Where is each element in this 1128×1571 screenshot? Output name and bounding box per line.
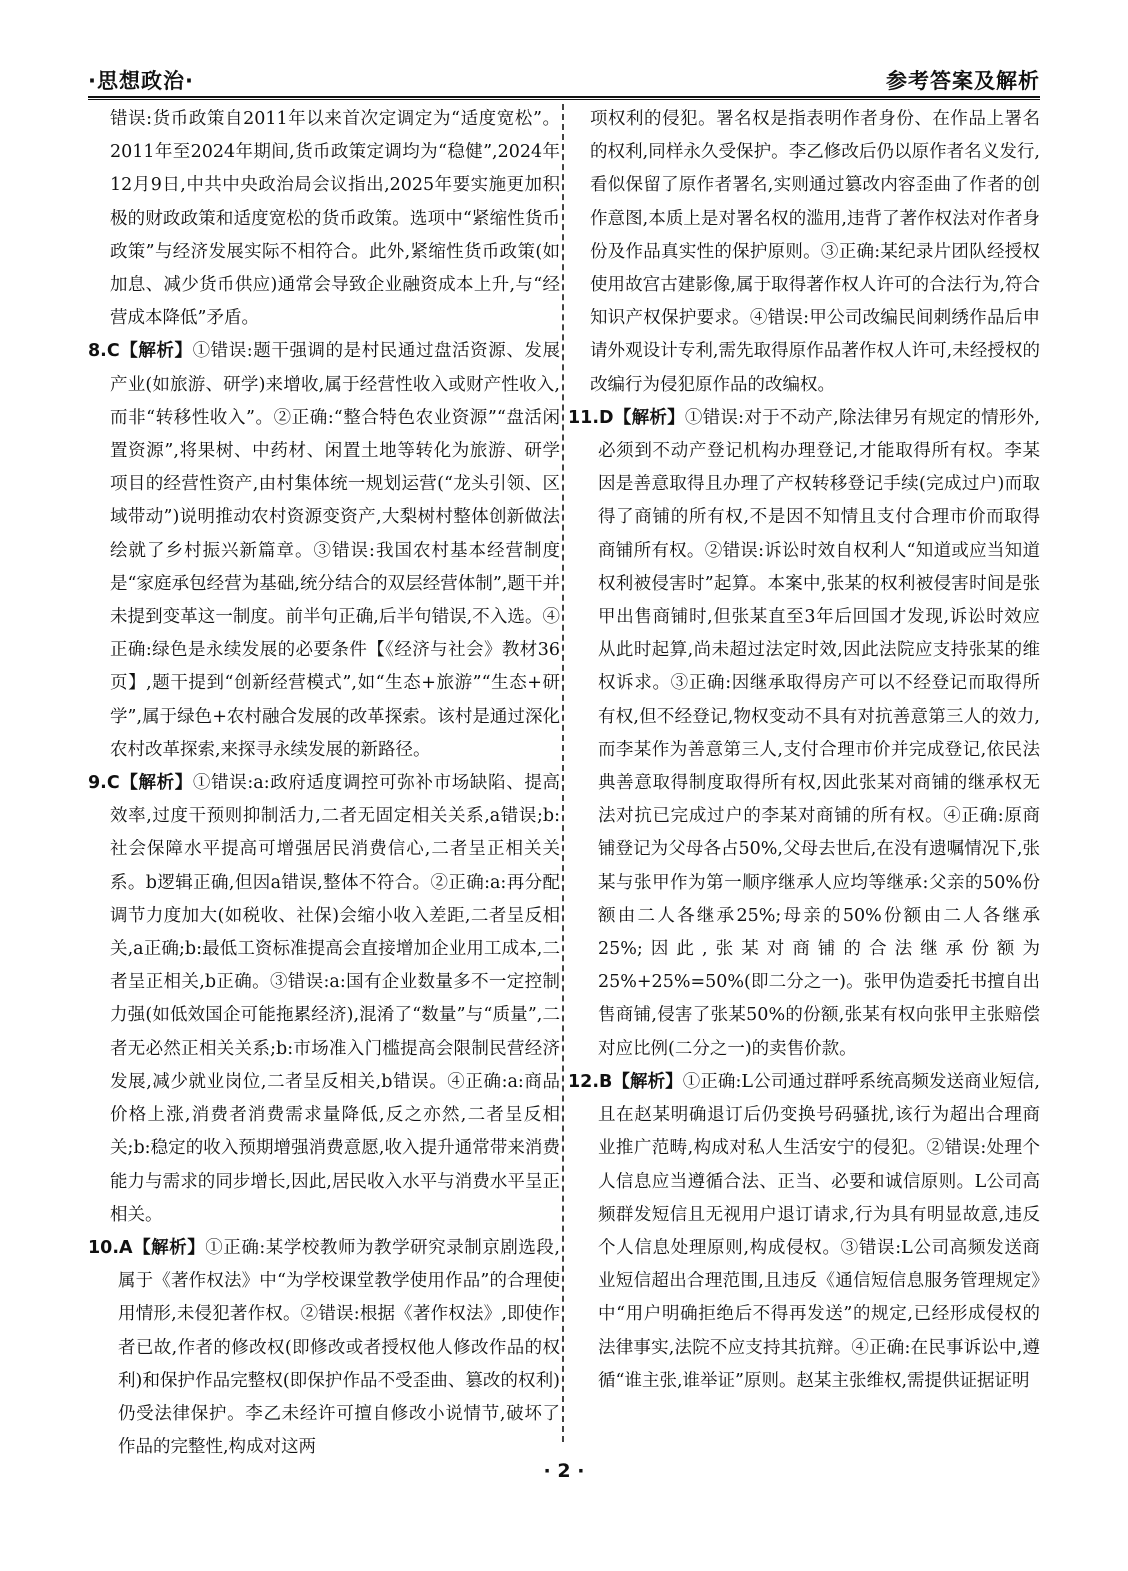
item-text: ①正确:某学校教师为教学研究录制京剧选段,属于《著作权法》中“为学校课堂教学使用作品”的合理使用情形,未侵犯著作权。②错误:根据《著作权法》,即使作者已故,作者的修改权(即修改或者授权他人修改作品的权利)和保护作品完整权(即保护作品不受歪曲、篡改的权利)仍受法律保护。李乙未经许可擅自修改小说情节,破坏了作品的完整性,构成对这两: [118, 1237, 560, 1458]
analysis-tag: 【解析】: [132, 1237, 206, 1258]
item-number: 8.C: [88, 341, 120, 362]
answer-item-10: [88, 1232, 560, 1464]
page-number: · 2 ·: [543, 1460, 585, 1482]
page-header: [88, 66, 1040, 100]
left-column: [88, 103, 560, 1464]
header-rule-thick: [88, 96, 1040, 98]
subject-title: ·思想政治·: [88, 69, 194, 93]
q7-continuation: 错误:货币政策自2011年以来首次定调定为“适度宽松”。2011年至2024年期间,货币政策定调均为“稳健”,2024年12月9日,中共中央政治局会议指出,2025年要实施更加积极的财政政策和适度宽松的货币政策。选项中“紧缩性货币政策”与经济发展实际不相符合。此外,紧缩性货币政策(如加息、减少货币供应)通常会导致企业融资成本上升,与“经营成本降低”矛盾。: [110, 109, 560, 329]
item-text: ①正确:L公司通过群呼系统高频发送商业短信,且在赵某明确退订后仍变换号码骚扰,该行为超出合理商业推广范畴,构成对私人生活安宁的侵犯。②错误:处理个人信息应当遵循合法、正当、必要和诚信原则。L公司高频群发短信且无视用户退订请求,行为具有明显故意,违反个人信息处理原则,构成侵权。③错误:L公司高频发送商业短信超出合理范围,且违反《通信短信息服务管理规定》中“用户明确拒绝后不得再发送”的规定,已经形成侵权的法律事实,法院不应支持其抗辩。④正确:在民事诉讼中,遵循“谁主张,谁举证”原则。赵某主张维权,需提供证据证明: [598, 1071, 1040, 1391]
item-text: ①错误:对于不动产,除法律另有规定的情形外,必须到不动产登记机构办理登记,才能取得所有权。李某因是善意取得且办理了产权转移登记手续(完成过户)而取得了商铺的所有权,不是因不知情且支付合理市价而取得商铺所有权。②错误:诉讼时效自权利人“知道或应当知道权利被侵害时”起算。本案中,张某的权利被侵害时间是张甲出售商铺时,但张某直至3年后回国才发现,诉讼时效应从此时起算,尚未超过法定时效,因此法院应支持张某的维权诉求。③正确:因继承取得房产可以不经登记而取得所有权,但不经登记,物权变动不具有对抗善意第三人的效力,而李某作为善意第三人,支付合理市价并完成登记,依民法典善意取得制度取得所有权,因此张某对商铺的继承权无法对抗已完成过户的李某对商铺的所有权。④正确:原商铺登记为父母各占50%,父母去世后,在没有遗嘱情况下,张某与张甲作为第一顺序继承人应均等继承:父亲的50%份额由二人各继承25%;母亲的50%份额由二人各继承25%;因此,张某对商铺的合法继承份额为25%+25%=50%(即二分之一)。张甲伪造委托书擅自出售商铺,侵害了张某50%的份额,张某有权向张甲主张赔偿对应比例(二分之一)的卖售价款。: [598, 407, 1040, 1059]
analysis-tag: 【解析】: [612, 1071, 683, 1092]
answer-item-9: [88, 767, 560, 1232]
item-number: 9.C: [88, 773, 120, 794]
answer-item-12: [568, 1066, 1040, 1398]
right-column: [568, 103, 1040, 1398]
item-number: 12.B: [568, 1071, 613, 1092]
item-text: ①错误:题干强调的是村民通过盘活资源、发展产业(如旅游、研学)来增收,属于经营性收入或财产性收入,而非“转移性收入”。②正确:“整合特色农业资源”“盘活闲置资源”,将果树、中药材、闲置土地等转化为旅游、研学项目的经营性资产,由村集体统一规划运营(“龙头引领、区域带动”)说明推动农村资源变资产,大梨树村整体创新做法绘就了乡村振兴新篇章。③错误:我国农村基本经营制度是“家庭承包经营为基础,统分结合的双层经营体制”,题干并未提到变革这一制度。前半句正确,后半句错误,不入选。④正确:绿色是永续发展的必要条件【《经济与社会》教材36页】,题干提到“创新经营模式”,如“生态+旅游”“生态+研学”,属于绿色+农村融合发展的改革探索。该村是通过深化农村改革探索,来探寻永续发展的新路径。: [110, 341, 560, 760]
analysis-tag: 【解析】: [119, 773, 193, 794]
item-number: 10.A: [88, 1237, 133, 1258]
analysis-tag: 【解析】: [119, 341, 193, 362]
item-text: ①错误:a:政府适度调控可弥补市场缺陷、提高效率,过度干预则抑制活力,二者无固定相关关系,a错误;b:社会保障水平提高可增强居民消费信心,二者呈正相关关系。b逻辑正确,但因a错误,整体不符合。②正确:a:再分配调节力度加大(如税收、社保)会缩小收入差距,二者呈反相关,a正确;b:最低工资标准提高会直接增加企业用工成本,二者呈正相关,b正确。③错误:a:国有企业数量多不一定控制力强(如低效国企可能拖累经济),混淆了“数量”与“质量”,二者无必然正相关关系;b:市场准入门槛提高会限制民营经济发展,减少就业岗位,二者呈反相关,b错误。④正确:a:商品价格上涨,消费者消费需求量降低,反之亦然,二者呈反相关;b:稳定的收入预期增强消费意愿,收入提升通常带来消费能力与需求的同步增长,因此,居民收入水平与消费水平呈正相关。: [110, 773, 560, 1225]
q10-continuation: 项权利的侵犯。署名权是指表明作者身份、在作品上署名的权利,同样永久受保护。李乙修改后仍以原作者名义发行,看似保留了原作者署名,实则通过篡改内容歪曲了作者的创作意图,本质上是对署名权的滥用,违背了著作权法对作者身份及作品真实性的保护原则。③正确:某纪录片团队经授权使用故宫古建影像,属于取得著作权人许可的合法行为,符合知识产权保护要求。④错误:甲公司改编民间刺绣作品后申请外观设计专利,需先取得原作品著作权人许可,未经授权的改编行为侵犯原作品的改编权。: [590, 109, 1040, 395]
analysis-tag: 【解析】: [613, 407, 685, 428]
answer-item-8: [88, 335, 560, 767]
column-divider: [562, 104, 564, 1442]
item-number: 11.D: [568, 407, 614, 428]
header-rule-thin: [88, 99, 1040, 100]
section-title: 参考答案及解析: [886, 69, 1040, 93]
answer-item-11: [568, 402, 1040, 1066]
